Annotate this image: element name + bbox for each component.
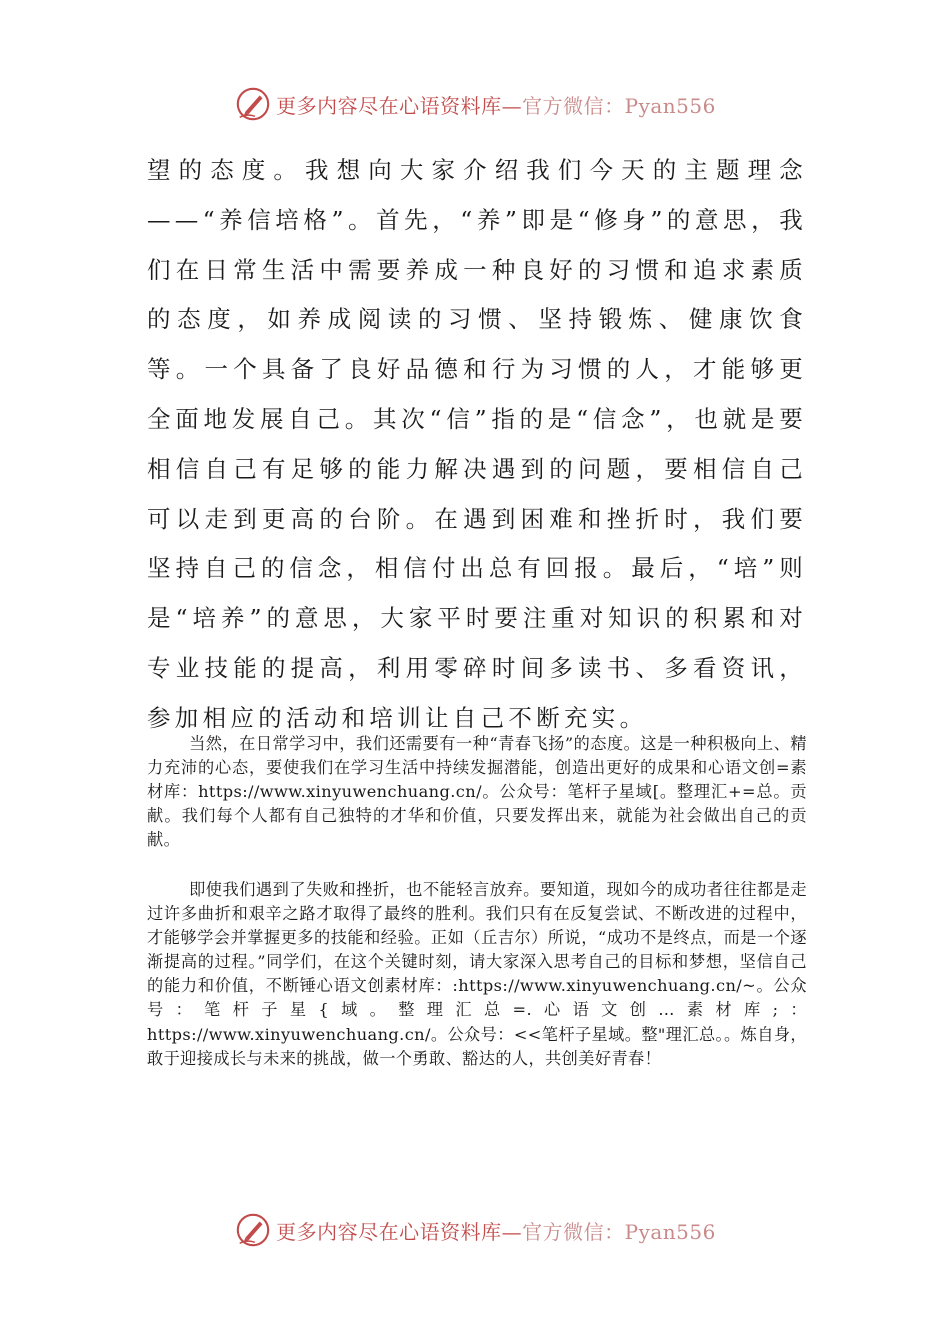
- header-banner: [0, 84, 950, 124]
- header-wechat: 官方微信：Pyan556: [522, 93, 716, 118]
- footer-banner-text: 更多内容尽在心语资料库—: [276, 1219, 523, 1244]
- footer-banner: [0, 1210, 950, 1250]
- body-paragraph-3: 即使我们遇到了失败和挫折，也不能轻言放弃。要知道，现如今的成功者往往都是走过许多曲折和艰辛之路才取得了最终的胜利。我们只有在反复尝试、不断改进的过程中，才能够学会并掌握更多的技能和经验。正如（丘吉尔）所说，“成功不是终点，而是一个逐渐提高的过程。”同学们，在这个关键时刻，请大家深入思考自己的目标和梦想，坚信自己的能力和价值，不断锤心语文创素材库：:https://www.xinyuwenchuang.cn/~。公众号：笔杆子星{域。整理汇总=.心语文创…素材库;：https://www.xinyuwenchuang.cn/。公众号：<<笔杆子星域。整"理汇总。。炼自身，敢于迎接成长与未来的挑战，做一个勇敢、豁达的人，共创美好青春！: [147, 880, 807, 1068]
- header-banner-text: 更多内容尽在心语资料库—: [276, 93, 523, 118]
- body-paragraph-1: 望的态度。我想向大家介绍我们今天的主题理念——“养信培格”。首先，“养”即是“修身”的意思，我们在日常生活中需要养成一种良好的习惯和追求素质的态度，如养成阅读的习惯、坚持锻炼、健康饮食等。一个具备了良好品德和行为习惯的人，才能够更全面地发展自己。其次“信”指的是“信念”，也就是要相信自己有足够的能力解决遇到的问题，要相信自己可以走到更高的台阶。在遇到困难和挫折时，我们要坚持自己的信念，相信付出总有回报。最后，“培”则是“培养”的意思，大家平时要注重对知识的积累和对专业技能的提高，利用零碎时间多读书、多看资讯，参加相应的活动和培训让自己不断充实。: [147, 156, 807, 732]
- footer-wechat: 官方微信：Pyan556: [522, 1219, 716, 1244]
- pen-logo-icon: [234, 1211, 272, 1249]
- pen-logo-icon: [234, 85, 272, 123]
- body-paragraph-2: 当然，在日常学习中，我们还需要有一种“青春飞扬”的态度。这是一种积极向上、精力充沛的心态，要使我们在学习生活中持续发掘潜能，创造出更好的成果和心语文创=素材库：https://www.xinyuwenchuang.cn/。公众号：笔杆子星域[。整理汇+=总。贡献。我们每个人都有自己独特的才华和价值，只要发挥出来，就能为社会做出自己的贡献。: [147, 734, 807, 850]
